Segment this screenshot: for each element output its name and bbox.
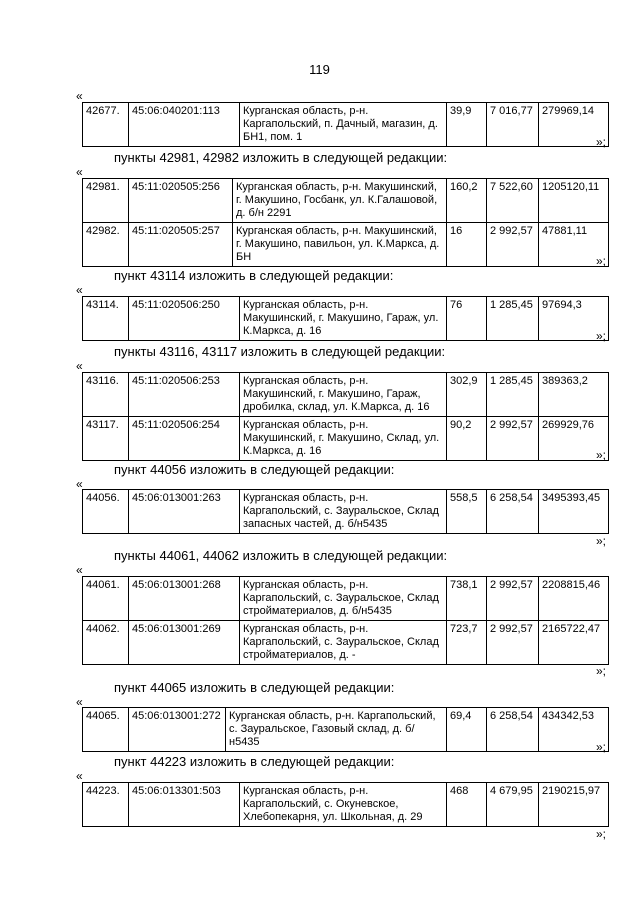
cadastral-value: 3495393,45 xyxy=(539,490,609,534)
cadastral-number: 45:06:013001:272 xyxy=(129,708,226,752)
row-number: 42982. xyxy=(83,223,129,267)
cadastral-number: 45:11:020506:253 xyxy=(129,373,240,417)
area: 160,2 xyxy=(447,179,487,223)
open-quote: « xyxy=(76,165,83,179)
property-table xyxy=(82,489,609,534)
property-table xyxy=(82,178,609,267)
cadastral-number: 45:06:040201:113 xyxy=(129,103,240,147)
close-quote: »; xyxy=(596,135,607,149)
address: Курганская область, р-н. Макушинский, г. Макушино, Гараж, дробилка, склад, ул. К.Маркса, д. 16 xyxy=(240,373,447,417)
address: Курганская область, р-н. Макушинский, г. Макушино, павильон, ул. К.Маркса, д. БН xyxy=(233,223,447,267)
close-quote: »; xyxy=(596,448,607,462)
rate: 1 285,45 xyxy=(487,297,539,341)
instruction-text: пункт 43114 изложить в следующей редакции: xyxy=(114,268,394,283)
area: 16 xyxy=(447,223,487,267)
cadastral-number: 45:06:013001:263 xyxy=(129,490,240,534)
table-row xyxy=(83,223,609,267)
cadastral-value: 2190215,97 xyxy=(539,783,609,827)
property-table xyxy=(82,576,609,665)
area: 302,9 xyxy=(447,373,487,417)
table-row xyxy=(83,490,609,534)
rate: 2 992,57 xyxy=(487,223,539,267)
address: Курганская область, р-н. Каргапольский, п. Дачный, магазин, д. БН1, пом. 1 xyxy=(240,103,447,147)
open-quote: « xyxy=(76,477,83,491)
open-quote: « xyxy=(76,695,83,709)
close-quote: »; xyxy=(596,329,607,343)
table-row xyxy=(83,783,609,827)
rate: 2 992,57 xyxy=(487,417,539,461)
address: Курганская область, р-н. Каргапольский, с. Зауральское, Склад стройматериалов, д. - xyxy=(240,621,447,665)
close-quote: »; xyxy=(596,827,607,841)
row-number: 43116. xyxy=(83,373,129,417)
address: Курганская область, р-н. Каргапольский, с. Зауральское, Склад запасных частей, д. б/н5435 xyxy=(240,490,447,534)
cadastral-value: 434342,53 xyxy=(539,708,609,752)
instruction-text: пункт 44065 изложить в следующей редакции: xyxy=(114,680,395,695)
row-number: 44061. xyxy=(83,577,129,621)
open-quote: « xyxy=(76,563,83,577)
cadastral-number: 45:11:020506:250 xyxy=(129,297,240,341)
rate: 6 258,54 xyxy=(487,708,539,752)
open-quote: « xyxy=(76,89,83,103)
area: 468 xyxy=(447,783,487,827)
address: Курганская область, р-н. Макушинский, г. Макушино, Гараж, ул. К.Маркса, д. 16 xyxy=(240,297,447,341)
address: Курганская область, р-н. Каргапольский, с. Зауральское, Склад стройматериалов, д. б/н5435 xyxy=(240,577,447,621)
close-quote: »; xyxy=(596,740,607,754)
address: Курганская область, р-н. Каргапольский, с. Окуневское, Хлебопекарня, ул. Школьная, д. 29 xyxy=(240,783,447,827)
table-row xyxy=(83,621,609,665)
cadastral-value: 389363,2 xyxy=(539,373,609,417)
cadastral-number: 45:11:020505:257 xyxy=(129,223,233,267)
area: 90,2 xyxy=(447,417,487,461)
area: 558,5 xyxy=(447,490,487,534)
area: 723,7 xyxy=(447,621,487,665)
cadastral-value: 269929,76 xyxy=(539,417,609,461)
row-number: 44223. xyxy=(83,783,129,827)
cadastral-number: 45:06:013001:268 xyxy=(129,577,240,621)
area: 39,9 xyxy=(447,103,487,147)
open-quote: « xyxy=(76,283,83,297)
table-row xyxy=(83,373,609,417)
row-number: 43114. xyxy=(83,297,129,341)
table-row xyxy=(83,577,609,621)
rate: 2 992,57 xyxy=(487,577,539,621)
cadastral-value: 2165722,47 xyxy=(539,621,609,665)
property-table xyxy=(82,102,609,147)
row-number: 43117. xyxy=(83,417,129,461)
rate: 1 285,45 xyxy=(487,373,539,417)
open-quote: « xyxy=(76,769,83,783)
instruction-text: пункты 42981, 42982 изложить в следующей редакции: xyxy=(114,150,448,165)
instruction-text: пункты 44061, 44062 изложить в следующей редакции: xyxy=(114,548,448,563)
area: 738,1 xyxy=(447,577,487,621)
rate: 7 522,60 xyxy=(487,179,539,223)
cadastral-value: 2208815,46 xyxy=(539,577,609,621)
cadastral-number: 45:11:020505:256 xyxy=(129,179,233,223)
row-number: 42981. xyxy=(83,179,129,223)
rate: 2 992,57 xyxy=(487,621,539,665)
instruction-text: пункты 43116, 43117 изложить в следующей редакции: xyxy=(114,344,446,359)
rate: 7 016,77 xyxy=(487,103,539,147)
close-quote: »; xyxy=(596,254,607,268)
rate: 6 258,54 xyxy=(487,490,539,534)
table-row xyxy=(83,417,609,461)
property-table xyxy=(82,372,609,461)
address: Курганская область, р-н. Макушинский, г. Макушино, Госбанк, ул. К.Галашовой, д. б/н 2291 xyxy=(233,179,447,223)
address: Курганская область, р-н. Каргапольский, с. Зауральское, Газовый склад, д. б/н5435 xyxy=(226,708,447,752)
property-table xyxy=(82,782,609,827)
cadastral-number: 45:06:013301:503 xyxy=(129,783,240,827)
address: Курганская область, р-н. Макушинский, г. Макушино, Склад, ул. К.Маркса, д. 16 xyxy=(240,417,447,461)
cadastral-number: 45:06:013001:269 xyxy=(129,621,240,665)
cadastral-value: 97694,3 xyxy=(539,297,609,341)
property-table xyxy=(82,296,609,341)
close-quote: »; xyxy=(596,664,607,678)
row-number: 44065. xyxy=(83,708,129,752)
instruction-text: пункт 44056 изложить в следующей редакции: xyxy=(114,462,395,477)
rate: 4 679,95 xyxy=(487,783,539,827)
page-number: 119 xyxy=(309,62,330,77)
cadastral-value: 47881,11 xyxy=(539,223,609,267)
instruction-text: пункт 44223 изложить в следующей редакции: xyxy=(114,754,395,769)
area: 76 xyxy=(447,297,487,341)
row-number: 44056. xyxy=(83,490,129,534)
cadastral-value: 1205120,11 xyxy=(539,179,609,223)
property-table xyxy=(82,707,609,752)
table-row xyxy=(83,179,609,223)
row-number: 42677. xyxy=(83,103,129,147)
cadastral-value: 279969,14 xyxy=(539,103,609,147)
open-quote: « xyxy=(76,359,83,373)
table-row xyxy=(83,297,609,341)
cadastral-number: 45:11:020506:254 xyxy=(129,417,240,461)
row-number: 44062. xyxy=(83,621,129,665)
table-row xyxy=(83,708,609,752)
table-row xyxy=(83,103,609,147)
area: 69,4 xyxy=(447,708,487,752)
close-quote: »; xyxy=(596,534,607,548)
